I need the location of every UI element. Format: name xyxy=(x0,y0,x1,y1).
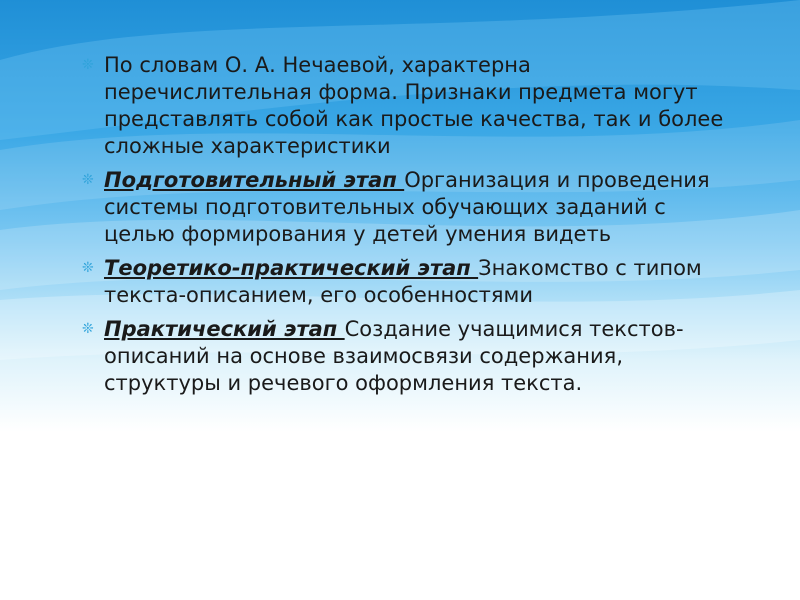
item-text: По словам О. А. Нечаевой, характерна перечислительная форма. Признаки предмета могут представлять собой как простые качества, так и более сложные характеристики xyxy=(104,53,724,158)
item-text: Организация и проведения системы подготовительных обучающих заданий с целью формирования у детей умения видеть xyxy=(104,168,710,246)
list-item xyxy=(82,52,732,160)
bullet-content xyxy=(82,52,732,404)
bullet-list xyxy=(82,52,732,397)
item-text: Знакомство с типом текста-описанием, его особенностями xyxy=(104,256,702,307)
list-item xyxy=(82,167,732,248)
list-item xyxy=(82,316,732,397)
bullet-star-icon: ❊ xyxy=(82,57,94,73)
bullet-star-icon: ❊ xyxy=(82,321,94,337)
stage-title-preparatory: Подготовительный этап xyxy=(104,168,405,192)
bullet-star-icon: ❊ xyxy=(82,172,94,188)
item-text: Создание учащимися текстов-описаний на основе взаимосвязи содержания, структуры и речевого оформления текста. xyxy=(104,317,684,395)
stage-title-practical: Практический этап xyxy=(104,317,345,341)
list-item xyxy=(82,255,732,309)
bullet-star-icon: ❊ xyxy=(82,260,94,276)
stage-title-theoretical: Теоретико-практический этап xyxy=(104,256,479,280)
